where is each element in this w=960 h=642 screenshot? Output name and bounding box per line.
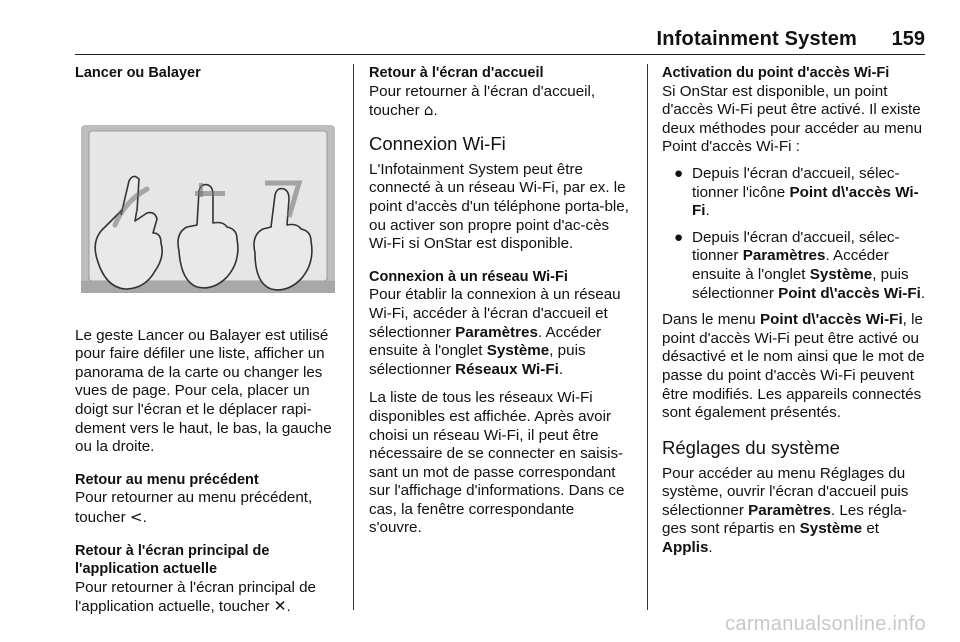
heading-home: Retour à l'écran d'accueil xyxy=(369,65,544,81)
home-icon: ⌂ xyxy=(423,101,434,120)
column-left xyxy=(75,64,341,627)
heading-swipe: Lancer ou Balayer xyxy=(75,65,201,81)
close-icon: ✕ xyxy=(273,597,287,616)
main-text: Pour retourner à l'écran principal de l'application actuelle, toucher xyxy=(75,578,316,616)
main-screen-description: Pour retourner à l'écran principal de l'application actuelle, toucher ✕. xyxy=(75,578,316,616)
section-wifi-connection: Connexion Wi-Fi xyxy=(369,132,506,154)
heading-hotspot: Activation du point d'accès Wi-Fi xyxy=(662,65,890,81)
back-arrow-icon: < xyxy=(129,507,143,526)
list-item: ● Depuis l'écran d'accueil, sélec-tionner l'icône Point d\'accès Wi-Fi. xyxy=(674,164,919,220)
home-description: Pour retourner à l'écran d'accueil, toucher ⌂. xyxy=(369,82,596,120)
watermark: carmanualsonline.info xyxy=(725,613,926,635)
hand-gesture-icon xyxy=(75,121,341,297)
column-divider xyxy=(353,64,354,610)
list-item: ● Depuis l'écran d'accueil, sélec-tionner Paramètres. Accéder ensuite à l'onglet Système, puis sélectionner Point d\'accès Wi-Fi. xyxy=(674,228,926,302)
swipe-description: Le geste Lancer ou Balayer est utilisé pour faire défiler une liste, afficher un panorama de la carte ou changer les vues de page. Pour cela, placer un doigt sur l'écran et le déplacer rapi-dement vers le haut, le bas, la gauche ou la droite. xyxy=(75,326,332,456)
hotspot-menu-description: Dans le menu Point d\'accès Wi-Fi, le point d'accès Wi-Fi peut être activé ou désactivé et le nom ainsi que le mot de passe du point d'accès Wi-Fi peuvent être modifiés. Les appareils connectés sont également présentés. xyxy=(662,311,925,422)
column-divider xyxy=(647,64,648,610)
wifi-intro: L'Infotainment System peut être connecté à un réseau Wi-Fi, par ex. le point d'accès d'un téléphone porta-ble, ou activer son propre point d'ac-cès Wi-Fi si OnStar est disponible. xyxy=(369,160,629,253)
heading-connect-network: Connexion à un réseau Wi-Fi xyxy=(369,268,568,285)
page-header xyxy=(75,28,925,55)
heading-main-screen: Retour à l'écran principal de l'application actuelle xyxy=(75,542,270,578)
back-description: Pour retourner au menu précédent, toucher <. xyxy=(75,489,313,526)
home-text: Pour retourner à l'écran d'accueil, toucher xyxy=(369,82,596,120)
column-middle xyxy=(369,64,631,548)
page-number: 159 xyxy=(891,28,925,50)
swipe-gesture-illustration xyxy=(75,121,341,297)
hotspot-methods-list xyxy=(662,165,926,303)
connect-instructions: Pour établir la connexion à un réseau Wi-Fi, accéder à l'écran d'accueil et sélectionner Paramètres. Accéder ensuite à l'onglet Système, puis sélectionner Réseaux Wi-Fi. xyxy=(369,286,621,378)
bullet-icon: ● xyxy=(674,164,684,182)
network-list-description: La liste de tous les réseaux Wi-Fi disponibles est affichée. Après avoir choisi un réseau Wi-Fi, il peut être nécessaire de se connecter en saisis-sant un mot de passe correspondant sur l'affichage d'informations. Dans ce cas, la fenêtre correspondante s'ouvre. xyxy=(369,389,625,537)
heading-back: Retour au menu précédent xyxy=(75,471,259,488)
chapter-title: Infotainment System xyxy=(656,28,857,50)
back-text: Pour retourner au menu précédent, toucher xyxy=(75,489,313,526)
section-system-settings: Réglages du système xyxy=(662,436,840,458)
hotspot-intro: Si OnStar est disponible, un point d'accès Wi-Fi peut être activé. Il existe deux méthodes pour accéder au menu Point d'accès Wi-Fi : xyxy=(662,82,923,156)
column-right xyxy=(662,64,926,568)
bullet-icon: ● xyxy=(674,228,684,246)
settings-description: Pour accéder au menu Réglages du système, ouvrir l'écran d'accueil puis sélectionner Paramètres. Les régla-ges sont répartis en Système et Applis. xyxy=(662,464,909,557)
